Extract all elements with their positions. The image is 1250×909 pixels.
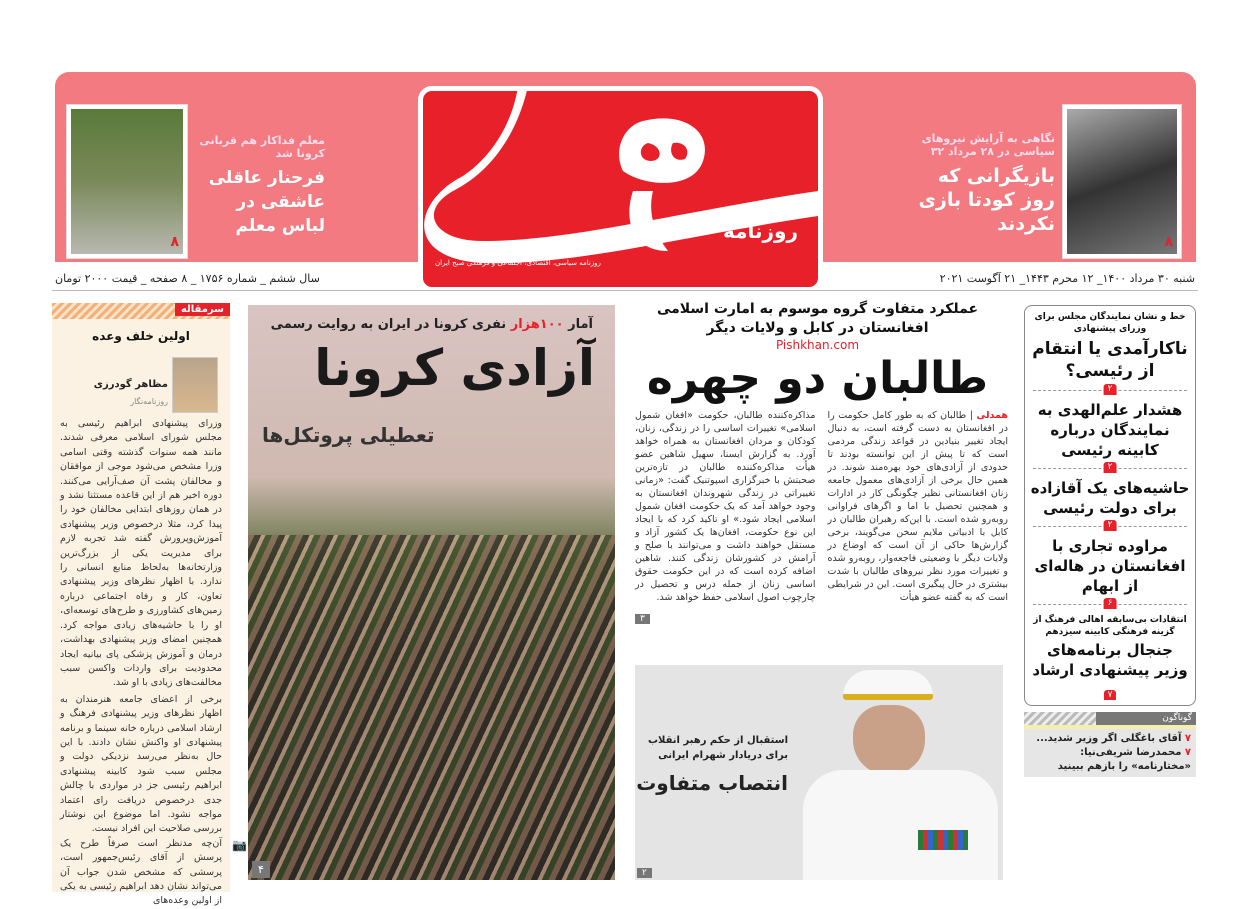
editorial-body: آن‌چه مدنظر است صرفاً طرح یک پرسش از آقای رئیس‌جمهور است، پرسشی که مشخص شدن جواب آن می‌تواند نشان دهد ابراهیم رئیسی به یکی از اولین وعده‌های: [60, 837, 222, 907]
admiral-kicker: استقبال از حکم رهبر انقلاب برای دریادار شهرام ایرانی: [647, 735, 788, 761]
taliban-col2: مذاکره‌کننده طالبان، حکومت «افغان شمول اسلامی» تغییرات اساسی را در زندگی، زنان، کودکان و مردان افغانستان به همراه خواهد آورد. به گزارش ایسنا، سهیل شاهین عضو هیأت مذاکره‌کننده طالبان در تازه‌ترین صحبتش با خبرگزاری اسپوتنیک گفت: «زمانی تغییراتی در زندگی شهروندان افغانستان به وجود خواهد آمد که یک حکومت افغان شمول اسلامی ایجاد شود.» او تاکید کرد که با ایجاد این نوع حکومت، افغان‌ها یک کشور آزاد و مستقل خواهند داشت و می‌توانند با صلح و آرامش در کشورشان زندگی کنند. شاهین اضافه کرده است که در این حکومت حقوق اساسی زنان از جمله درس و تحصیل در چارچوب اصول اسلامی حفظ خواهد شد.: [635, 410, 816, 603]
page-badge: ۴: [252, 861, 270, 878]
issue-date: شنبه ۳۰ مرداد ۱۴۰۰_ ۱۲ محرم ۱۴۴۳_ ۲۱ آگوست ۲۰۲۱: [939, 272, 1195, 285]
section-label: سرمقاله: [175, 303, 230, 316]
crowd-photo: [248, 535, 615, 880]
misc-item[interactable]: ۷ محمدرضا شریفی‌نیا: «مختارنامه» را بازهم ببینید: [1057, 747, 1191, 772]
corona-kicker: آمار ۱۰۰هزار نفری کرونا در ایران به روایت رسمی: [270, 317, 593, 332]
author-name: مظاهر گودرزی: [93, 379, 168, 390]
top-right-teaser[interactable]: [900, 132, 1055, 236]
divider: [52, 290, 1198, 291]
author-role: روزنامه‌نگار: [130, 397, 168, 406]
sidebar-item[interactable]: هشدار علم‌الهدی به نمایندگان درباره کابینه رئیسی ۲: [1029, 400, 1191, 474]
right-column: [1024, 305, 1196, 777]
misc-title: گوناگون: [1096, 712, 1196, 725]
teacher-photo[interactable]: [66, 104, 188, 259]
sidebar-item[interactable]: مراوده تجاری با افغانستان در هاله‌ای از ابهام ۶: [1034, 537, 1186, 608]
taliban-col1: همدلی | طالبان که به طور کامل حکومت را در افغانستان به دست گرفته است، به دنبال ایجاد تغییر بنیادین در قواعد زندگی مردمی است که تا پیش از این توانسته بودند تا حدودی از آزادی‌های خود بهره‌مند شوند. در همین حال برخی از آزادی‌های معمول جامعه زنان افغانستانی نظیر چگونگی کار در ادارات و همچنین تحصیل با اما و اگرهای فراوانی روبه‌رو شده است. با این‌که رهبران طالبان در کابل با ادبیاتی ملایم سخن می‌گویند، برخی گزارش‌ها حاکی از آن است که اوضاع در ولایات دیگر با وضعیتی فاجعه‌وار، روبه‌رو شده و تغییرات مورد نظر نیروهای طالبان با شدت بیشتری در حال پیگیری است. این در شرایطی است که به گفته عضو هیأت: [827, 410, 1008, 603]
editorial-column[interactable]: [52, 303, 230, 907]
editorial-title: اولین خلف وعده: [92, 329, 190, 343]
logo-prefix: روزنامه: [723, 219, 798, 243]
taliban-story[interactable]: [625, 300, 1010, 662]
logo-tagline: روزنامه سیاسی، اقتصادی، اجتماعی و فرهنگی صبح ایران: [435, 259, 601, 267]
sidebar-item[interactable]: خط و نشان نمایندگان مجلس برای وزرای پیشنهادی ناکارآمدی یا انتقام از رئیسی؟ ۲: [1032, 312, 1188, 394]
top-left-teaser[interactable]: [190, 134, 325, 238]
page-number: ۸: [170, 234, 179, 250]
teaser-headline: فرحنار عاقلی عاشقی در لباس معلم: [208, 168, 325, 236]
admiral-story[interactable]: [635, 665, 1003, 880]
taliban-headline: طالبان دو چهره: [646, 353, 989, 404]
taliban-kicker: عملکرد متفاوت گروه موسوم به امارت اسلامی افغانستان در کابل و ولایات دیگر: [656, 301, 979, 336]
corona-main-story[interactable]: [248, 305, 615, 880]
author-avatar: [172, 357, 218, 413]
page-number: ۸: [1164, 234, 1173, 250]
page-badge: ۳: [635, 614, 650, 624]
issue-info: سال ششم _ شماره ۱۷۵۶ _ ۸ صفحه _ قیمت ۲۰۰۰ تومان: [55, 272, 320, 285]
page-badge: ۲: [637, 868, 652, 878]
misc-box: [1024, 712, 1196, 777]
coup-photo[interactable]: [1062, 104, 1182, 259]
sidebar-item[interactable]: حاشیه‌های یک آقازاده برای دولت رئیسی ۲: [1030, 479, 1190, 530]
corona-subhead: تعطیلی پروتکل‌ها: [262, 423, 435, 447]
corona-headline: آزادی کرونا: [314, 339, 595, 397]
editorial-body: وزرای پیشنهادی ابراهیم رئیسی به مجلس شورای اسلامی معرفی شدند. مانند همه سنوات گذشته وقتی اسامی وزرا مشخص می‌شود موجی از موافقان و مخالفان پشت آن صف‌آرایی می‌کنند. دوره اخیر هم از این قاعده مستثنا نشد و در همان روزهای ابتدایی مخالفان خود را پیدا کرد، مثلا درخصوص وزیر پیشنهادی آموزش‌وپرورش گفته شد تجربه لازم برای مدیریت یکی از بزرگ‌ترین وزارتخانه‌ها به‌لحاظ منابع انسانی را ندارد. با اظهار نظرهای وزیر پیشنهادی تعاون، کار و رفاه اجتماعی درباره زمین‌های کشاورزی و طرح‌های توسعه‌ای، او را با حاشیه‌های زیادی مواجه کرد. همچنین امضای وزیر پیشنهادی بهداشت، درمان و آموزش پزشکی پای بیانیه ایجاد محدودیت برای واردات واکسن سبب مخالفت‌های زیادی با او شد.: [60, 418, 222, 689]
camera-icon: 📷: [232, 838, 247, 852]
newspaper-logo: [418, 86, 823, 292]
teaser-kicker: نگاهی به آرایش نیروهای سیاسی در ۲۸ مرداد ۳۲: [921, 132, 1055, 158]
logo-calligraphy-icon: [423, 91, 818, 287]
teaser-kicker: معلم فداکار هم قربانی کرونا شد: [199, 134, 325, 160]
headlines-sidebar: [1024, 305, 1196, 706]
misc-item[interactable]: ۷ آقای باغگلی اگر وزیر شدید...: [1036, 733, 1191, 744]
editorial-body: برخی از اعضای جامعه هنرمندان به اظهار نظرهای وزیر پیشنهادی فرهنگ و ارشاد اسلامی درباره خانه سینما و برنامه پیشنهادی او واکنش نشان دادند. با این حال به‌نظر می‌رسد نزدیکی دولت و مجلس سبب شود کابینه پیشنهادی ابراهیم رئیسی جز در مواردی با چالش جدی درخصوص دریافت رای اعتماد مواجه نشود. اما موضوع این نوشتار بررسی صلاحیت این افراد نیست.: [60, 693, 222, 835]
teaser-headline: بازیگرانی که روز کودتا بازی نکردند: [918, 165, 1055, 235]
sidebar-item[interactable]: انتقادات بی‌سابقه اهالی فرهنگ از گزینه فرهنگی کابینه سیزدهم جنجال برنامه‌های وزیر پیشنهادی ارشاد ۷: [1032, 615, 1188, 700]
admiral-headline: انتصاب متفاوت: [636, 771, 788, 795]
admiral-photo: [803, 665, 1003, 880]
watermark: Pishkhan.com: [775, 338, 860, 352]
